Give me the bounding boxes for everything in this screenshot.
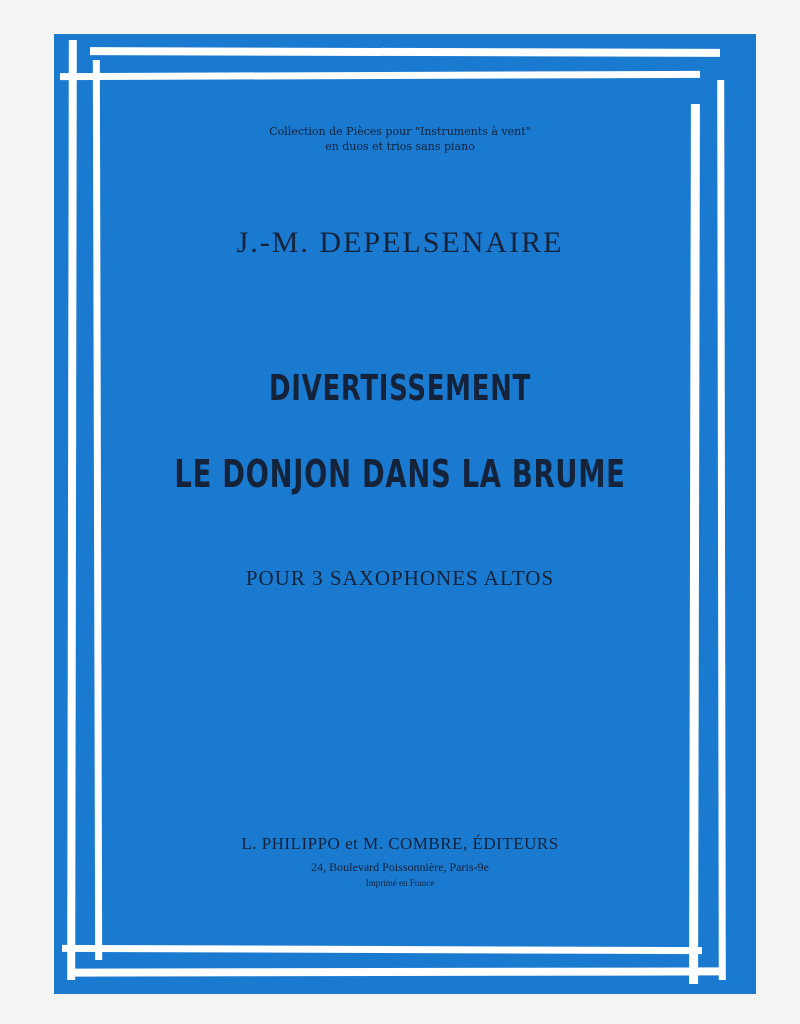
title-line-2: LE DONJON DANS LA BRUME <box>174 452 626 496</box>
publisher-name: L. PHILIPPO et M. COMBRE, ÉDITEURS <box>241 834 559 853</box>
collection-line-2: en duos et trios sans piano <box>325 140 475 153</box>
frame-line-bottom-outer <box>70 967 720 976</box>
printed-in-note: Imprimé en France <box>365 878 435 888</box>
instrumentation: POUR 3 SAXOPHONES ALTOS <box>245 566 555 590</box>
publisher-address: 24, Boulevard Poissonnière, Paris-9e <box>311 860 489 874</box>
frame-line-top-outer <box>90 47 720 57</box>
collection-note <box>0 124 800 154</box>
collection-line-1: Collection de Pièces pour "Instruments à vent" <box>269 125 531 138</box>
composer-name: J.-M. DEPELSENAIRE <box>236 226 564 259</box>
title-line-1: DIVERTISSEMENT <box>269 368 531 409</box>
